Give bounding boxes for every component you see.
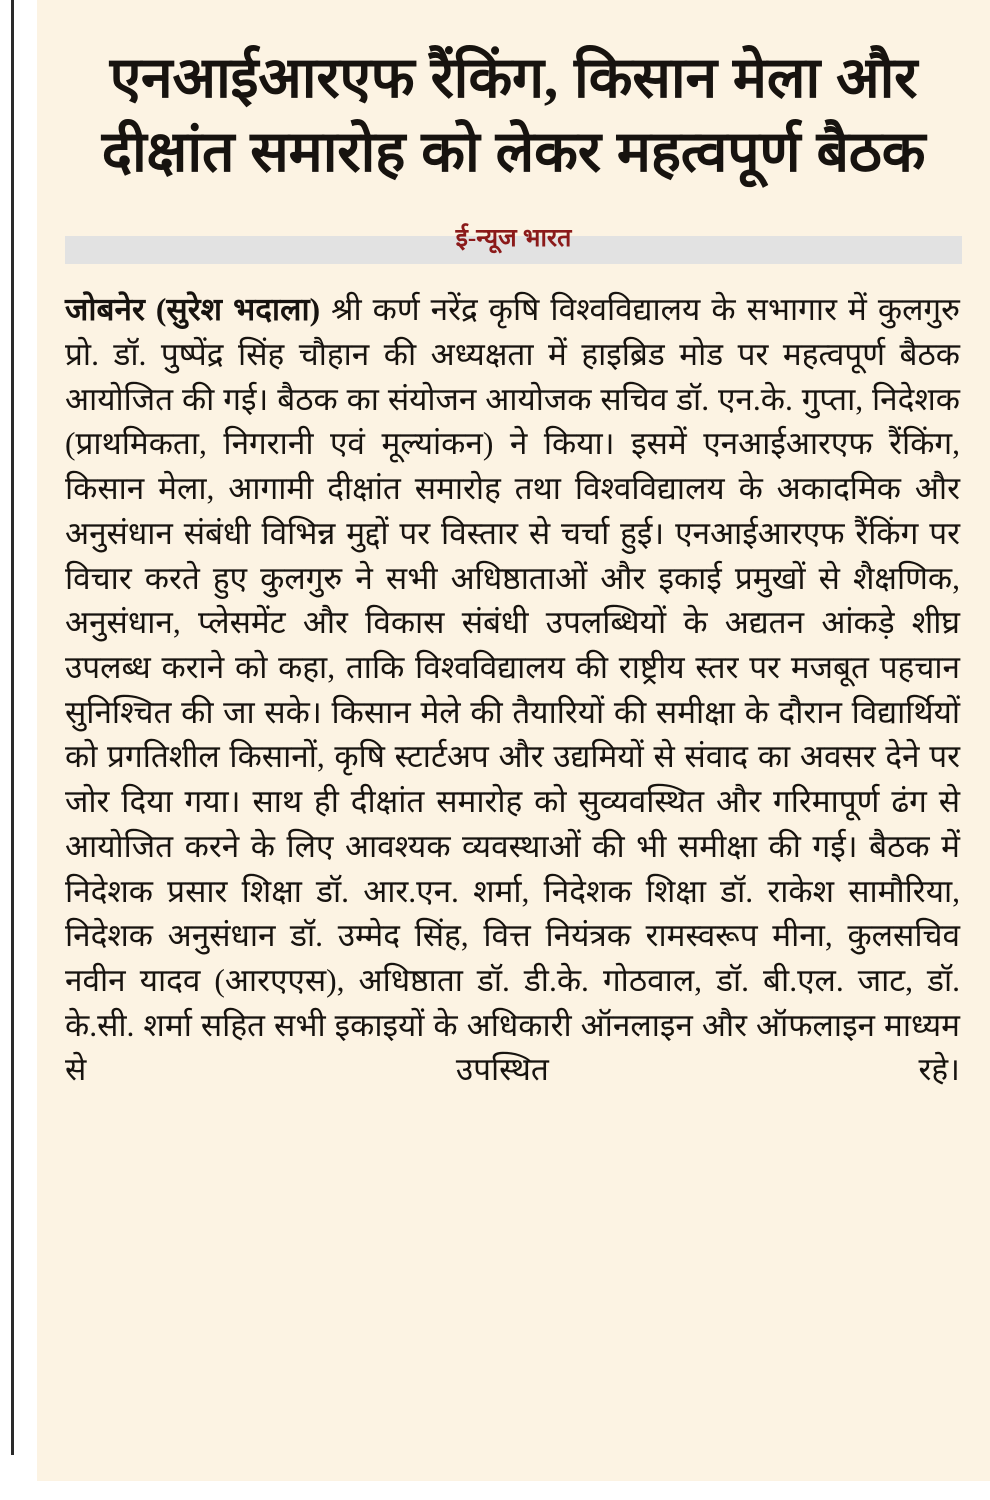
- byline-label: ई-न्यूज भारत: [455, 225, 572, 253]
- dateline: जोबनेर (सुरेश भदाला): [65, 292, 321, 328]
- page-title: एनआईआरएफ रैंकिंग, किसान मेला और दीक्षांत समारोह को लेकर महत्वपूर्ण बैठक: [101, 47, 926, 185]
- byline-band: [65, 225, 962, 264]
- column-divider-rule: [11, 0, 14, 1455]
- article-panel: [37, 0, 990, 1481]
- article-body-text: श्री कर्ण नरेंद्र कृषि विश्वविद्यालय के सभागार में कुलगुरु प्रो. डॉ. पुष्पेंद्र सिंह चौहान की अध्यक्षता में हाइब्रिड मोड पर महत्वपूर्ण बैठक आयोजित की गई। बैठक का संयोजन आयोजक सचिव डॉ. एन.के. गुप्ता, निदेशक (प्राथमिकता, निगरानी एवं मूल्यांकन) ने किया। इसमें एनआईआरएफ रैंकिंग, किसान मेला, आगामी दीक्षांत समारोह तथा विश्वविद्यालय के अकादमिक और अनुसंधान संबंधी विभिन्न मुद्दों पर विस्तार से चर्चा हुई। एनआईआरएफ रैंकिंग पर विचार करते हुए कुलगुरु ने सभी अधिष्ठाताओं और इकाई प्रमुखों से शैक्षणिक, अनुसंधान, प्लेसमेंट और विकास संबंधी उपलब्धियों के अद्यतन आंकड़े शीघ्र उपलब्ध कराने को कहा, ताकि विश्वविद्यालय की राष्ट्रीय स्तर पर मजबूत पहचान सुनिश्चित की जा सके। किसान मेले की तैयारियों की समीक्षा के दौरान विद्यार्थियों को प्रगतिशील किसानों, कृषि स्टार्टअप और उद्यमियों से संवाद का अवसर देने पर जोर दिया गया। साथ ही दीक्षांत समारोह को सुव्यवस्थित और गरिमापूर्ण ढंग से आयोजित करने के लिए आवश्यक व्यवस्थाओं की भी समीक्षा की गई। बैठक में निदेशक प्रसार शिक्षा डॉ. आर.एन. शर्मा, निदेशक शिक्षा डॉ. राकेश सामौरिया, निदेशक अनुसंधान डॉ. उम्मेद सिंह, वित्त नियंत्रक रामस्वरूप मीना, कुलसचिव नवीन यादव (आरएएस), अधिष्ठाता डॉ. डी.के. गोठवाल, डॉ. बी.एल. जाट, डॉ. के.सी. शर्मा सहित सभी इकाइयों के अधिकारी ऑनलाइन और ऑफलाइन माध्यम से उपस्थित रहे।: [65, 292, 960, 1088]
- article-body: [37, 264, 990, 1138]
